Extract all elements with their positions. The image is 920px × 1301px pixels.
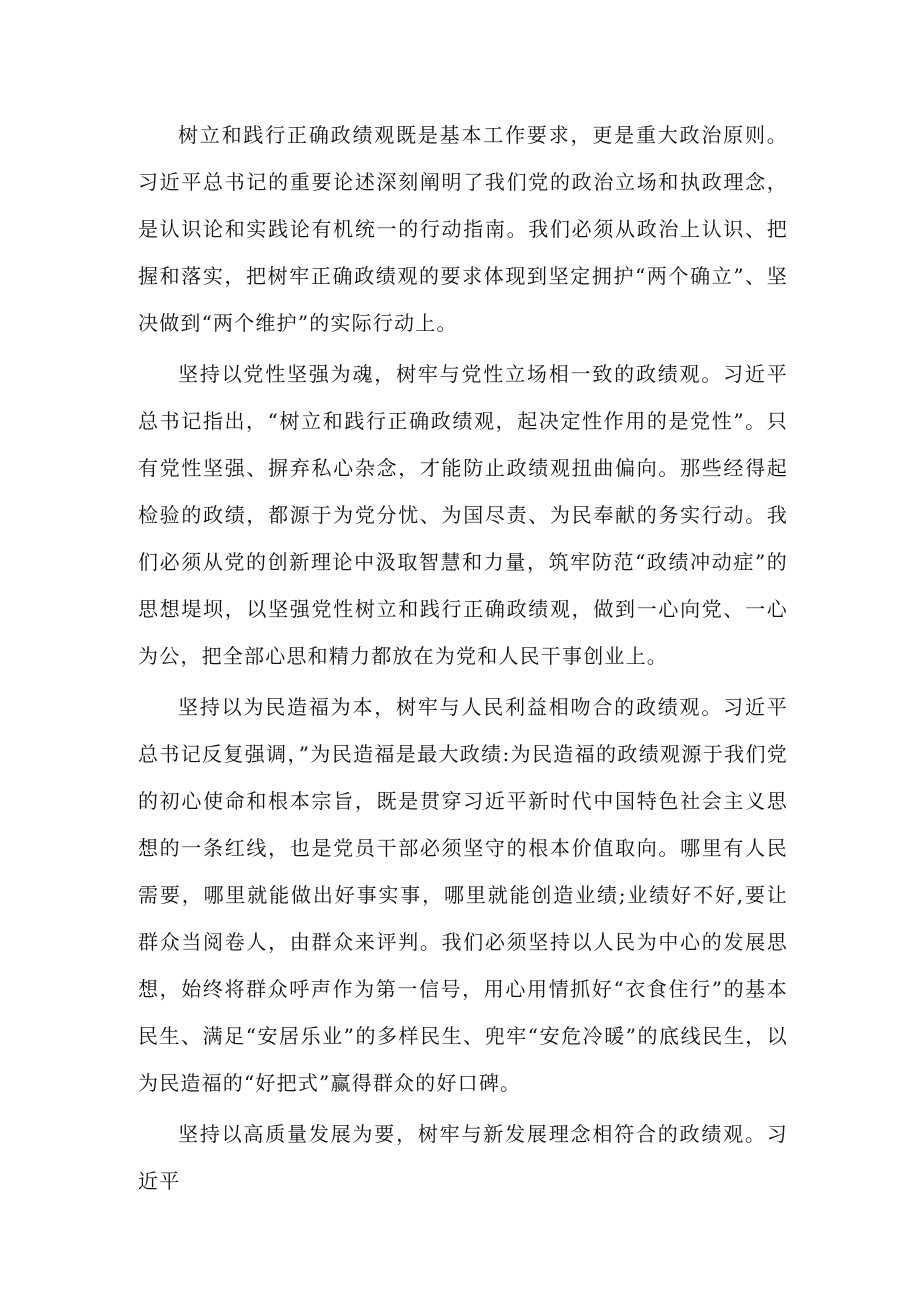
paragraph-intro: 树立和践行正确政绩观既是基本工作要求，更是重大政治原则。习近平总书记的重要论述深刻阐明了我们党的政治立场和执政理念，是认识论和实践论有机统一的行动指南。我们必须从政治上认识、把握和落实，把树牢正确政绩观的要求体现到坚定拥护“两个确立”、坚决做到“两个维护”的实际行动上。 xyxy=(138,123,788,335)
paragraph-people-wellbeing: 坚持以为民造福为本，树牢与人民利益相吻合的政绩观。习近平总书记反复强调，”为民造福是最大政绩:为民造福的政绩观源于我们党的初心使命和根本宗旨，既是贯穿习近平新时代中国特色社会主义思想的一条红线，也是党员干部必须坚守的根本价值取向。哪里有人民需要，哪里就能做出好事实事，哪里就能创造业绩;业绩好不好,要让群众当阅卷人，由群众来评判。我们必须坚持以人民为中心的发展思想，始终将群众呼声作为第一信号，用心用情抓好“衣食住行”的基本民生、满足“安居乐业”的多样民生、兜牢“安危冷暖”的底线民生，以为民造福的“好把式”赢得群众的好口碑。 xyxy=(138,695,788,1095)
paragraph-party-spirit: 坚持以党性坚强为魂，树牢与党性立场相一致的政绩观。习近平总书记指出，“树立和践行正确政绩观，起决定性作用的是党性”。只有党性坚强、摒弃私心杂念，才能防止政绩观扭曲偏向。那些经得起检验的政绩，都源于为党分忧、为国尽责、为民奉献的务实行动。我们必须从党的创新理论中汲取智慧和力量，筑牢防范“政绩冲动症”的思想堤坝，以坚强党性树立和践行正确政绩观，做到一心向党、一心为公，把全部心思和精力都放在为党和人民干事创业上。 xyxy=(138,362,788,668)
document-body xyxy=(138,112,788,1205)
paragraph-high-quality-development: 坚持以高质量发展为要，树牢与新发展理念相符合的政绩观。习近平 xyxy=(138,1122,788,1193)
